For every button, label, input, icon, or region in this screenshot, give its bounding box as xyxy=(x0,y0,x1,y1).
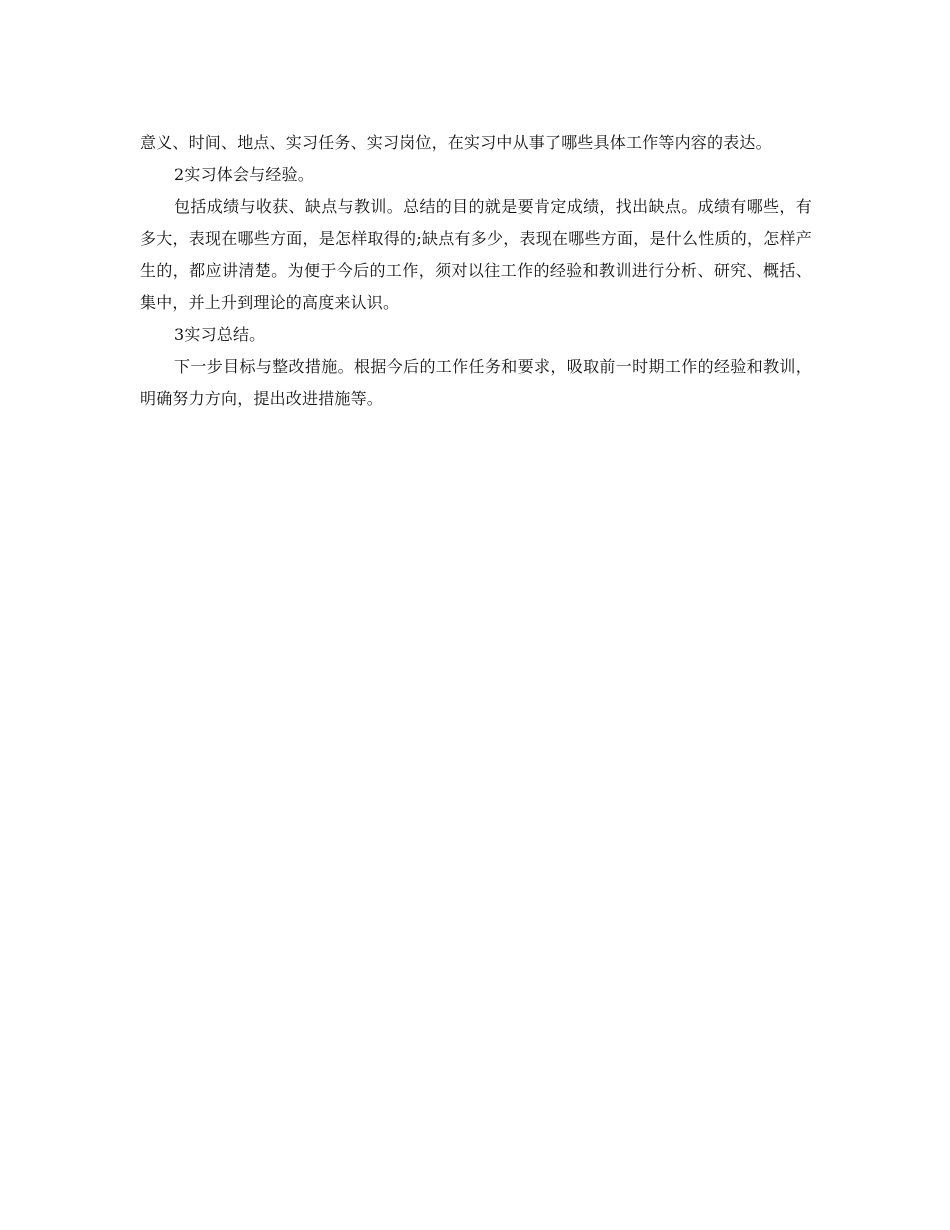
heading-experience: 2实习体会与经验。 xyxy=(174,165,314,184)
paragraph-experience: 包括成绩与收获、缺点与教训。总结的目的就是要肯定成绩，找出缺点。成绩有哪些，有多大，表现在哪些方面，是怎样取得的;缺点有多少，表现在哪些方面，是什么性质的，怎样产生的，都应讲清楚。为便于今后的工作，须对以往工作的经验和教训进行分析、研究、概括、集中，并上升到理论的高度来认识。 xyxy=(140,197,812,312)
heading-summary: 3实习总结。 xyxy=(174,325,266,344)
document-body xyxy=(140,127,812,415)
paragraph-intro-continuation: 意义、时间、地点、实习任务、实习岗位，在实习中从事了哪些具体工作等内容的表达。 xyxy=(140,133,772,152)
paragraph-summary: 下一步目标与整改措施。根据今后的工作任务和要求，吸取前一时期工作的经验和教训，明确努力方向，提出改进措施等。 xyxy=(140,357,812,408)
